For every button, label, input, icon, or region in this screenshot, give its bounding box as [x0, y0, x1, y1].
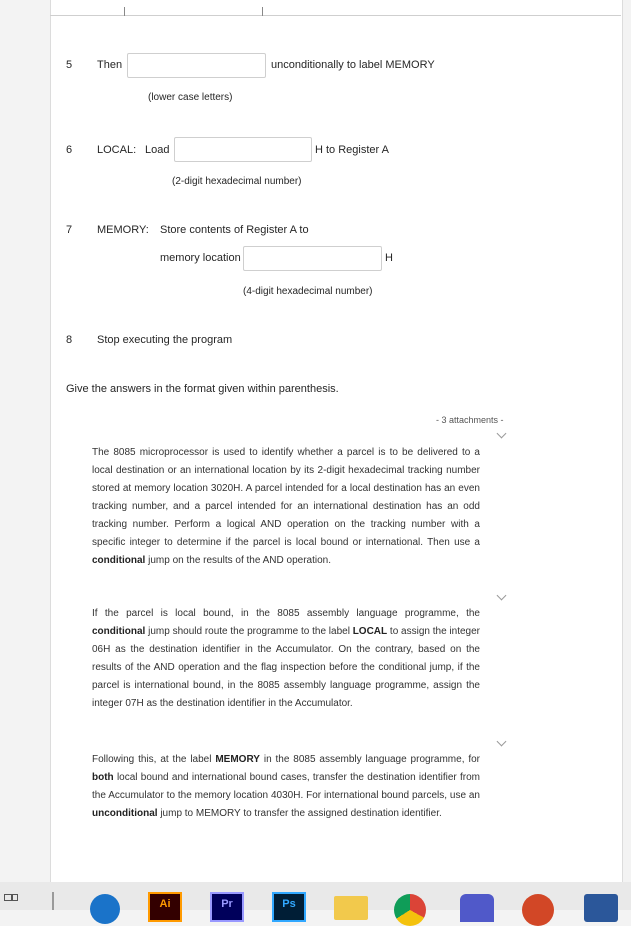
step-7-prefix: memory location	[160, 252, 241, 264]
illustrator-icon[interactable]: Ai	[148, 892, 182, 922]
clipped-previous-step	[118, 7, 268, 16]
attachment-paragraph-1: The 8085 microprocessor is used to identify whether a parcel is to be delivered to a local destination or an international location by its 2-digit hexadecimal tracking number stored at memory location 3020H. A parcel intended for a local destination has an even tracking number, and a parcel intended for an international destination has an odd tracking number. Perform a logical AND operation on the tracking number with a specific integer to determine if the parcel is local bound or international. Then use a conditional jump on the results of the AND operation.	[92, 447, 480, 566]
teams-icon[interactable]	[460, 894, 494, 922]
step-6-label: LOCAL:	[97, 144, 137, 156]
step-number-8: 8	[66, 334, 73, 346]
step-6-hint: (2-digit hexadecimal number)	[172, 176, 302, 187]
step-6-suffix: H to Register A	[315, 144, 389, 156]
step-5-hint: (lower case letters)	[148, 92, 233, 103]
attachments-label[interactable]: - 3 attachments -	[436, 415, 504, 425]
question-card	[50, 0, 623, 882]
attachment-paragraph-3: Following this, at the label MEMORY in the 8085 assembly language programme, for both local bound and international bound cases, transfer the destination identifier from the Accumulator to the memory location 4030H. For international bound parcels, use an unconditional jump to MEMORY to transfer the assigned destination identifier.	[92, 754, 481, 819]
step-8-text: Stop executing the program	[97, 334, 233, 346]
powerpoint-icon[interactable]	[522, 894, 554, 926]
step-7-answer-input[interactable]	[243, 246, 382, 271]
step-7-line1: Store contents of Register A to	[160, 224, 309, 236]
taskbar-divider	[52, 892, 54, 910]
step-number-5: 5	[66, 59, 73, 71]
instruction-text: Give the answers in the format given within parenthesis.	[66, 383, 339, 395]
step-7-hint: (4-digit hexadecimal number)	[243, 286, 373, 297]
premiere-icon[interactable]: Pr	[210, 892, 244, 922]
step-number-7: 7	[66, 224, 73, 236]
step-7-label: MEMORY:	[97, 224, 149, 236]
edge-icon[interactable]	[90, 894, 120, 924]
step-5-suffix: unconditionally to label MEMORY	[271, 59, 435, 71]
word-icon[interactable]	[584, 894, 618, 922]
chrome-icon[interactable]	[394, 894, 426, 926]
task-view-icon[interactable]	[4, 894, 18, 906]
photoshop-icon[interactable]: Ps	[272, 892, 306, 922]
step-number-6: 6	[66, 144, 73, 156]
taskbar	[0, 882, 631, 910]
step-5-answer-input[interactable]	[127, 53, 266, 78]
step-7-suffix: H	[385, 252, 393, 264]
step-6-answer-input[interactable]	[174, 137, 312, 162]
attachment-paragraph-2: If the parcel is local bound, in the 8085 assembly language programme, the conditional jump should route the programme to the label LOCAL to assign the integer 06H as the destination identifier in the Accumulator. On the contrary, based on the results of the AND operation and the flag inspection before the conditional jump, if the parcel is international bound, in the 8085 assembly language programme, assign the integer 07H as the destination identifier in the Accumulator.	[92, 608, 480, 709]
folder-icon[interactable]	[334, 896, 368, 920]
step-5-prefix: Then	[97, 59, 123, 71]
step-6-prefix: Load	[145, 144, 170, 156]
